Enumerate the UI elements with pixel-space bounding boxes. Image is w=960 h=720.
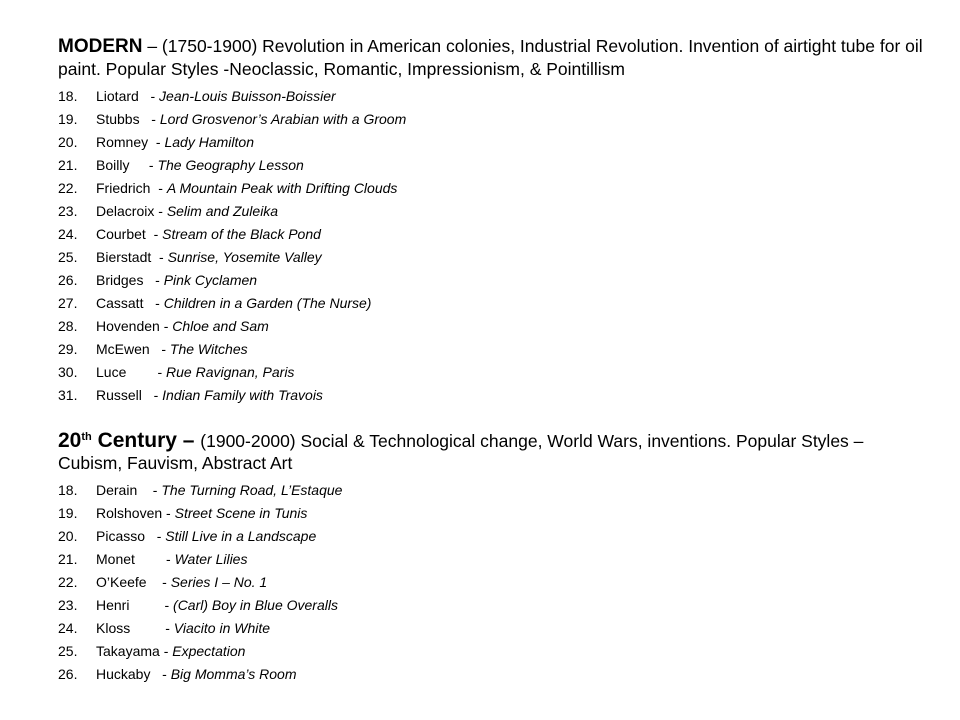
item-separator: - xyxy=(129,597,174,613)
twentieth-label-rest: Century – xyxy=(91,429,201,452)
twentieth-description: Social & Technological change, World Wars, inventions. Popular Styles – Cubism, Fauvism, Abstract Art xyxy=(58,431,864,473)
item-separator: - xyxy=(146,574,171,590)
twentieth-century-section xyxy=(58,430,928,686)
item-artist: Delacroix xyxy=(96,203,155,219)
item-number: 31. xyxy=(58,387,78,403)
item-title: Big Momma’s Room xyxy=(170,666,297,682)
item-artist: Kloss xyxy=(96,620,131,636)
item-title: Still Live in a Landscape xyxy=(165,528,317,544)
modern-dash: – xyxy=(142,36,162,56)
item-artist: Cassatt xyxy=(96,295,144,311)
item-artist: Huckaby xyxy=(96,666,151,682)
item-number: 18. xyxy=(58,88,78,104)
item-artist: O’Keefe xyxy=(96,574,147,590)
item-separator: - xyxy=(143,272,164,288)
item-number: 24. xyxy=(58,620,78,636)
list-item xyxy=(58,177,928,200)
item-number: 28. xyxy=(58,318,78,334)
list-item xyxy=(58,85,928,108)
item-title: Viacito in White xyxy=(173,620,271,636)
item-separator: - xyxy=(129,157,158,173)
item-separator: - xyxy=(154,203,167,219)
item-title: Indian Family with Travois xyxy=(162,387,323,403)
twentieth-label-ordinal: th xyxy=(81,431,92,443)
item-number: 24. xyxy=(58,226,78,242)
item-number: 18. xyxy=(58,482,78,498)
item-separator: - xyxy=(126,364,167,380)
item-separator: - xyxy=(150,666,171,682)
item-title: Street Scene in Tunis xyxy=(174,505,308,521)
item-title: Rue Ravignan, Paris xyxy=(166,364,295,380)
item-title: The Turning Road, L’Estaque xyxy=(161,482,343,498)
item-separator: - xyxy=(134,551,175,567)
item-number: 21. xyxy=(58,551,78,567)
item-separator: - xyxy=(130,620,174,636)
item-title: Children in a Garden (The Nurse) xyxy=(163,295,372,311)
list-item xyxy=(58,338,928,361)
item-separator: - xyxy=(149,341,170,357)
list-item xyxy=(58,525,928,548)
item-number: 23. xyxy=(58,203,78,219)
item-title: A Mountain Peak with Drifting Clouds xyxy=(166,180,398,196)
item-separator: - xyxy=(150,180,167,196)
list-item xyxy=(58,617,928,640)
list-item xyxy=(58,200,928,223)
item-artist: McEwen xyxy=(96,341,150,357)
twentieth-artwork-list xyxy=(58,479,928,686)
list-item xyxy=(58,292,928,315)
list-item xyxy=(58,502,928,525)
item-artist: Luce xyxy=(96,364,127,380)
item-separator: - xyxy=(145,226,163,242)
twentieth-century-heading xyxy=(58,430,928,474)
item-number: 30. xyxy=(58,364,78,380)
item-artist: Boilly xyxy=(96,157,130,173)
list-item xyxy=(58,571,928,594)
item-number: 27. xyxy=(58,295,78,311)
item-separator: - xyxy=(143,295,164,311)
item-artist: Romney xyxy=(96,134,149,150)
list-item xyxy=(58,663,928,686)
item-title: Sunrise, Yosemite Valley xyxy=(167,249,322,265)
item-separator: - xyxy=(137,482,162,498)
item-separator: - xyxy=(159,318,173,334)
list-item xyxy=(58,246,928,269)
list-item xyxy=(58,594,928,617)
item-number: 19. xyxy=(58,505,78,521)
item-number: 25. xyxy=(58,643,78,659)
item-artist: Picasso xyxy=(96,528,146,544)
item-title: Chloe and Sam xyxy=(172,318,269,334)
list-item xyxy=(58,548,928,571)
item-title: Stream of the Black Pond xyxy=(162,226,321,242)
twentieth-century-label xyxy=(58,429,200,452)
item-artist: Derain xyxy=(96,482,138,498)
item-number: 22. xyxy=(58,180,78,196)
item-title: Pink Cyclamen xyxy=(163,272,258,288)
item-artist: Stubbs xyxy=(96,111,140,127)
item-separator: - xyxy=(159,643,173,659)
list-item xyxy=(58,223,928,246)
item-separator: - xyxy=(162,505,175,521)
item-artist: Courbet xyxy=(96,226,146,242)
item-separator: - xyxy=(151,249,168,265)
item-number: 21. xyxy=(58,157,78,173)
list-item xyxy=(58,315,928,338)
item-title: The Witches xyxy=(169,341,248,357)
item-number: 29. xyxy=(58,341,78,357)
list-item xyxy=(58,384,928,407)
item-artist: Friedrich xyxy=(96,180,151,196)
modern-artwork-list xyxy=(58,85,928,407)
item-number: 23. xyxy=(58,597,78,613)
item-artist: Hovenden xyxy=(96,318,160,334)
item-title: Jean-Louis Buisson-Boissier xyxy=(159,88,336,104)
list-item xyxy=(58,154,928,177)
item-number: 22. xyxy=(58,574,78,590)
twentieth-dates: (1900-2000) xyxy=(200,431,296,451)
item-title: Expectation xyxy=(172,643,246,659)
list-item xyxy=(58,479,928,502)
item-artist: Bridges xyxy=(96,272,144,288)
item-artist: Russell xyxy=(96,387,142,403)
item-number: 26. xyxy=(58,272,78,288)
item-number: 26. xyxy=(58,666,78,682)
item-artist: Takayama xyxy=(96,643,160,659)
item-title: (Carl) Boy in Blue Overalls xyxy=(173,597,338,613)
item-separator: - xyxy=(145,528,166,544)
modern-heading xyxy=(58,35,928,80)
list-item xyxy=(58,640,928,663)
modern-label: MODERN xyxy=(58,36,143,57)
modern-description: Revolution in American colonies, Industrial Revolution. Invention of airtight tube for oil paint. Popular Styles -Neoclassic, Romantic, Impressionism, & Pointillism xyxy=(58,36,923,79)
item-artist: Monet xyxy=(96,551,135,567)
item-number: 20. xyxy=(58,134,78,150)
list-item xyxy=(58,269,928,292)
item-title: Series I – No. 1 xyxy=(170,574,268,590)
list-item xyxy=(58,131,928,154)
item-title: Lord Grosvenor’s Arabian with a Groom xyxy=(159,111,407,127)
twentieth-label-number: 20 xyxy=(58,429,82,452)
item-artist: Bierstadt xyxy=(96,249,152,265)
item-title: Lady Hamilton xyxy=(164,134,254,150)
item-artist: Rolshoven xyxy=(96,505,163,521)
item-separator: - xyxy=(139,111,160,127)
modern-dates: (1750-1900) xyxy=(161,36,258,56)
item-title: The Geography Lesson xyxy=(157,157,304,173)
modern-section xyxy=(58,35,928,407)
item-artist: Liotard xyxy=(96,88,139,104)
list-item xyxy=(58,108,928,131)
item-title: Selim and Zuleika xyxy=(166,203,279,219)
item-artist: Henri xyxy=(96,597,130,613)
item-number: 25. xyxy=(58,249,78,265)
item-separator: - xyxy=(138,88,160,104)
item-separator: - xyxy=(148,134,165,150)
list-item xyxy=(58,361,928,384)
item-number: 19. xyxy=(58,111,78,127)
item-separator: - xyxy=(141,387,163,403)
item-title: Water Lilies xyxy=(174,551,248,567)
item-number: 20. xyxy=(58,528,78,544)
